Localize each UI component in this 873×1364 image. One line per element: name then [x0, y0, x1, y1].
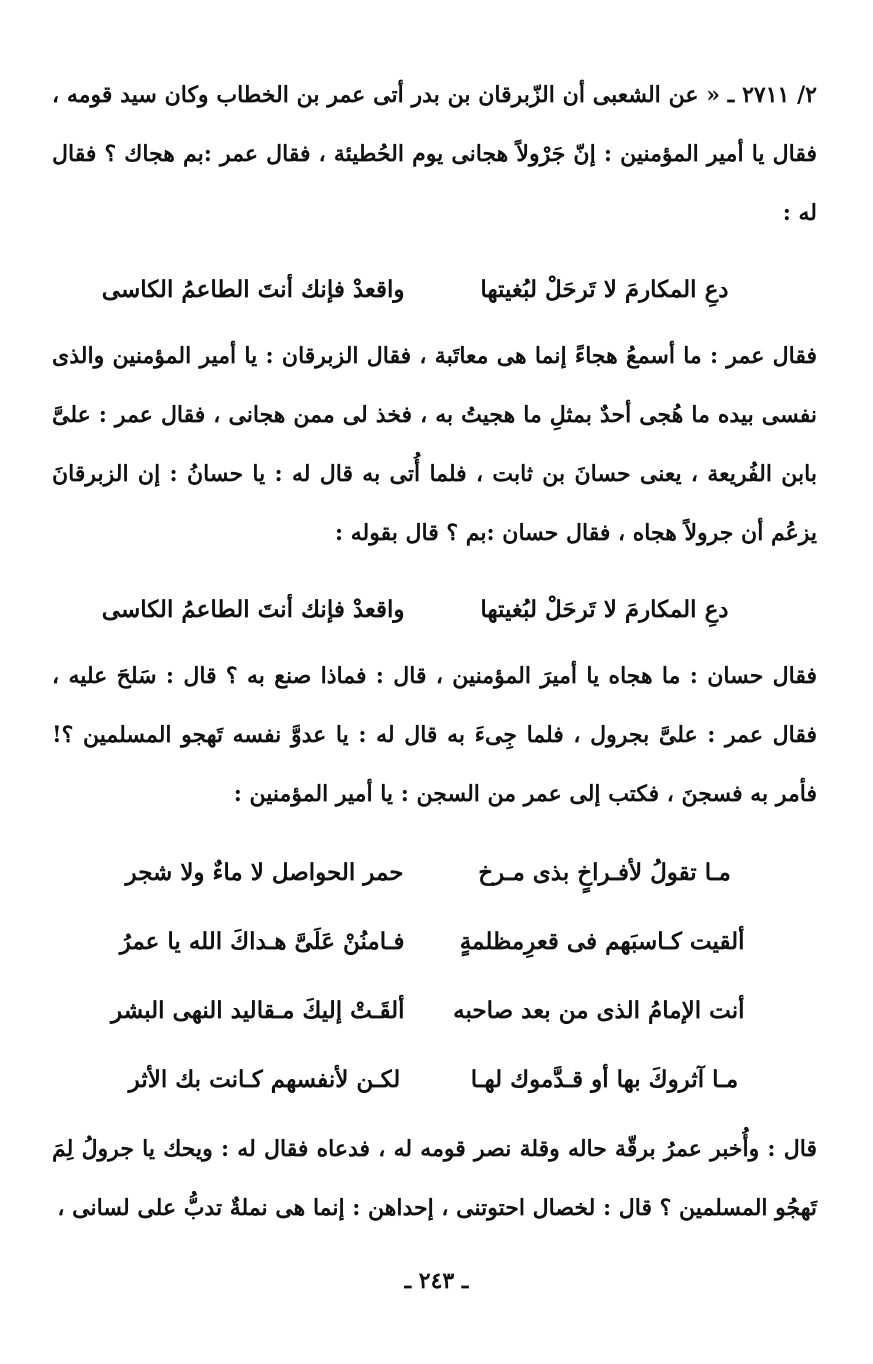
paragraph-1: ٢/ ٢٧١١ ـ « عن الشعبى أن الزّبرقان بن بدر أتى عمر بن الخطاب وكان سيد قومه ، فقال يا أمير المؤمنين : إنّ جَرْولاً هجانى يوم الحُطيئة ، فقال عمر :بم هجاك ؟ فقال له :	[52, 82, 817, 226]
verse-line	[52, 577, 817, 641]
page-number: ـ ٢٤٣ ـ	[404, 1268, 469, 1294]
verse-block-2	[52, 563, 817, 647]
verse-first-hemistich: مـا تقولُ لأفـراخٍ بذى مـرخ	[478, 859, 731, 886]
paragraph-2: فقال عمر : ما أسمعُ هجاءً إنما هى معاتَبة ، فقال الزبرقان : يا أمير المؤمنين والذى نفسى بيده ما هُجى أحدٌ بمثلِ ما هجيتُ به ، فخذ لى ممن هجانى ، فقال عمر : علىَّ بابن الفُريعة ، يعنى حسانَ بن ثابت ، فلما أُتى به قال له : يا حسانُ : إن الزبرقانَ يزعُم أن جرولاً هجاه ، فقال حسان :بم ؟ قال بقوله :	[52, 343, 817, 546]
poem-line-4	[52, 1045, 817, 1114]
verse-second-hemistich: حمر الحواصل لا ماءٌ ولا شجر	[125, 859, 404, 886]
verse-second-hemistich: واقعدْ فإنك أنتَ الطاعمُ الكاسى	[101, 275, 405, 303]
poem-line-3	[52, 976, 817, 1045]
verse-first-hemistich: دعِ المكارمَ لا تَرحَلْ لبُغيتها	[480, 275, 729, 303]
verse-second-hemistich: لكـن لأنفسهم كـانت بك الأثر	[128, 1066, 401, 1093]
paragraph-3: فقال حسان : ما هجاه يا أميرَ المؤمنين ، قال : فماذا صنع به ؟ قال : سَلحَ عليه ، فقال عمر : علىَّ بجرول ، فلما جِىءَ به قال له : يا عدوَّ نفسه تَهجو المسلمين ؟! فأمر به فسجنَ ، فكتب إلى عمر من السجن : يا أمير المؤمنين :	[52, 663, 817, 807]
verse-first-hemistich: مـا آثروكَ بها أو قـدَّموك لهـا	[470, 1066, 739, 1093]
poem-line-1	[52, 838, 817, 907]
verse-first-hemistich: أنت الإمامُ الذى من بعد صاحبه	[453, 997, 745, 1024]
poem-block	[52, 824, 817, 1120]
verse-block-1	[52, 243, 817, 327]
verse-line	[52, 257, 817, 321]
verse-second-hemistich: واقعدْ فإنك أنتَ الطاعمُ الكاسى	[101, 595, 405, 623]
paragraph-4: قال : وأُخبر عمرُ برقّة حاله وقلة نصر قومه له ، فدعاه فقال له : ويحك يا جرولُ لِمَ تَهجُو المسلمين ؟ قال : لخصال احتوتنى ، إحداهن : إنما هى نملةٌ تدبُّ على لسانى ،	[52, 1136, 817, 1221]
verse-second-hemistich: فـامنُنْ عَلَىَّ هـداكَ الله يا عمرُ	[119, 928, 405, 955]
poem-line-2	[52, 907, 817, 976]
verse-first-hemistich: ألقيت كـاسبَهم فى قعرِمظلمةٍ	[459, 928, 745, 955]
verse-first-hemistich: دعِ المكارمَ لا تَرحَلْ لبُغيتها	[480, 595, 729, 623]
verse-second-hemistich: ألقَـتْ إليكَ مـقاليد النهى البشر	[111, 997, 405, 1024]
